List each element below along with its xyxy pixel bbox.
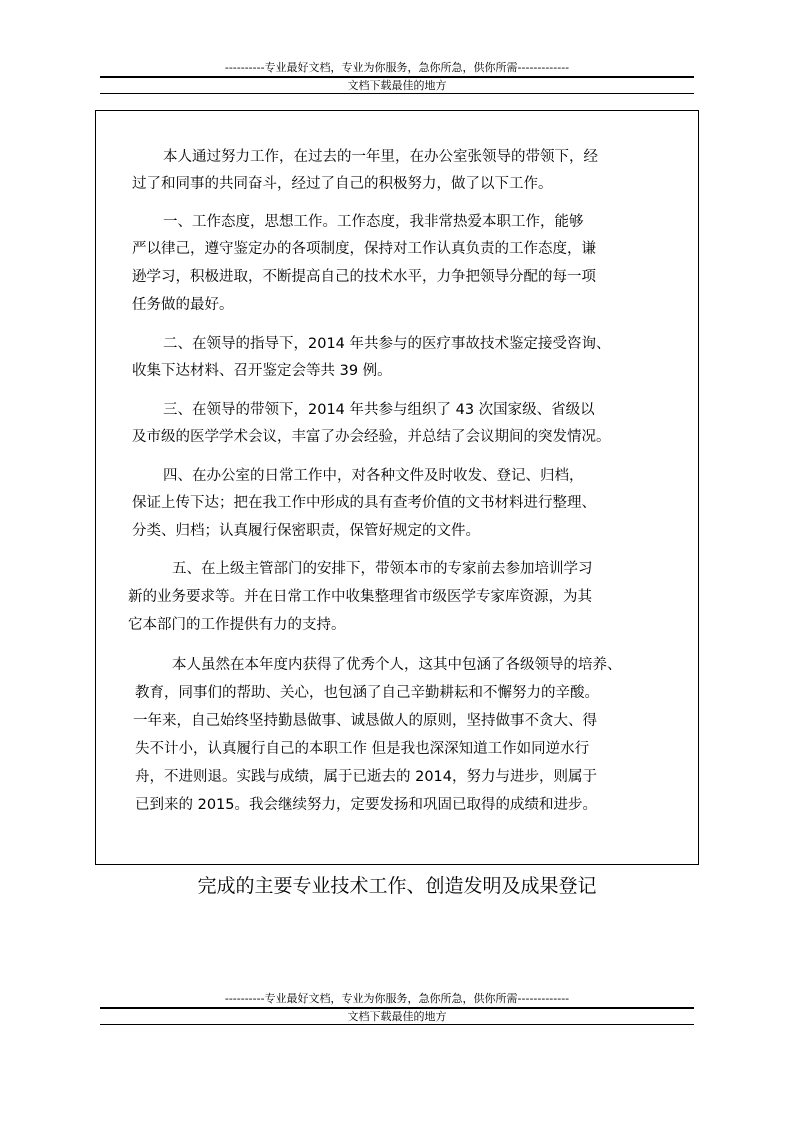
item5-line-2: 新的业务要求等。并在日常工作中收集整理省市级医学专家库资源，为其 bbox=[128, 589, 592, 605]
item1-line-2: 严以律己，遵守鉴定办的各项制度，保持对工作认真负责的工作态度，谦 bbox=[132, 241, 596, 257]
page-footer bbox=[100, 992, 694, 1025]
header-slogan: ----------专业最好文档，专业为你服务，急你所急，供你所需------------- bbox=[224, 61, 570, 74]
closing-line-5: 舟，不进则退。实践与成绩，属于已逝去的 2014，努力与进步，则属于 bbox=[135, 769, 598, 785]
closing-line-3: 一年来，自己始终坚持勤恳做事、诚恳做人的原则，坚持做事不贪大、得 bbox=[133, 713, 597, 729]
item4-line-3: 分类、归档；认真履行保密职责，保管好规定的文件。 bbox=[132, 523, 480, 539]
intro-line-2: 过了和同事的共同奋斗，经过了自己的积极努力，做了以下工作。 bbox=[132, 176, 553, 192]
item2-line-1: 二、在领导的指导下，2014 年共参与的医疗事故技术鉴定接受咨询、 bbox=[163, 336, 611, 352]
closing-line-6: 已到来的 2015。我会继续努力，定要发扬和巩固已取得的成绩和进步。 bbox=[135, 797, 598, 813]
item1-line-4: 任务做的最好。 bbox=[132, 297, 234, 313]
footer-rule-thin bbox=[100, 1024, 694, 1025]
item4-line-2: 保证上传下达；把在我工作中形成的具有查考价值的文书材料进行整理、 bbox=[132, 495, 596, 511]
closing-line-1: 本人虽然在本年度内获得了优秀个人，这其中包涵了各级领导的培养、 bbox=[172, 657, 622, 673]
item2-line-2: 收集下达材料、召开鉴定会等共 39 例。 bbox=[132, 363, 392, 379]
item3-line-1: 三、在领导的带领下，2014 年共参与组织了 43 次国家级、省级以 bbox=[163, 402, 595, 418]
closing-line-4: 失不计小，认真履行自己的本职工作 但是我也深深知道工作如同逆水行 bbox=[135, 741, 590, 757]
page-header bbox=[100, 61, 694, 94]
header-subtitle: 文档下载最佳的地方 bbox=[347, 79, 447, 92]
item1-line-3: 逊学习，积极进取，不断提高自己的技术水平，力争把领导分配的每一项 bbox=[132, 269, 596, 285]
footer-slogan: ----------专业最好文档，专业为你服务，急你所急，供你所需------------- bbox=[224, 992, 570, 1005]
item5-line-3: 它本部门的工作提供有力的支持。 bbox=[128, 617, 346, 633]
item4-line-1: 四、在办公室的日常工作中，对各种文件及时收发、登记、归档， bbox=[163, 468, 584, 484]
closing-line-2: 教育，同事们的帮助、关心，也包涵了自己辛勤耕耘和不懈努力的辛酸。 bbox=[135, 685, 599, 701]
item5-line-1: 五、在上级主管部门的安排下，带领本市的专家前去参加培训学习 bbox=[172, 561, 593, 577]
section-title: 完成的主要专业技术工作、创造发明及成果登记 bbox=[197, 875, 597, 897]
item1-line-1: 一、工作态度，思想工作。工作态度，我非常热爱本职工作，能够 bbox=[163, 214, 584, 230]
header-rule-thin bbox=[100, 93, 694, 94]
footer-subtitle: 文档下载最佳的地方 bbox=[347, 1010, 447, 1023]
item3-line-2: 及市级的医学学术会议，丰富了办会经验，并总结了会议期间的突发情况。 bbox=[132, 429, 611, 445]
intro-line-1: 本人通过努力工作，在过去的一年里，在办公室张领导的带领下，经 bbox=[163, 149, 598, 165]
